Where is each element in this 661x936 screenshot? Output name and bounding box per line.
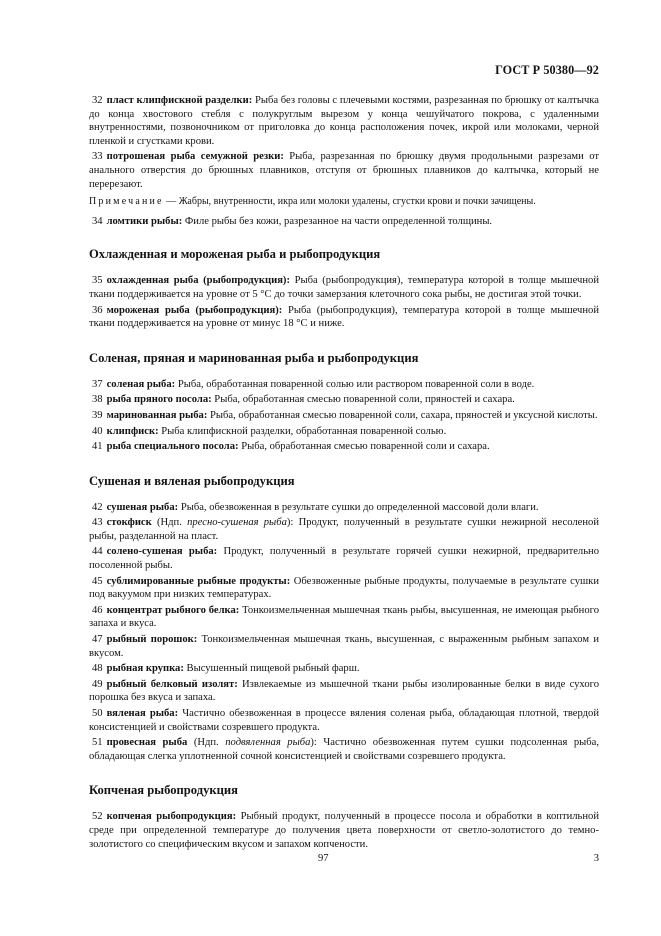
deprecated-term: пресно-сушеная рыба [187,517,287,529]
term-entry-47: 47 рыбный порошок: Тонкоизмельченная мышечная ткань, высушенная, с выраженным рыбным запахом и вкусом. [89,634,599,659]
term-entry-43: 43 стокфиск (Ндп. пресно-сушеная рыба): Продукт, полученный в результате сушки нежирной несоленой рыбы, разделанной на пласт. [89,517,599,542]
term-definition: ): Продукт, полученный в результате сушки нежирной несоленой рыбы, разделанной на пласт. [89,517,599,542]
term-definition: ): Частично обезвоженная путем сушки подсоленная рыба, обладающая слегка уплотненной сочной консистенцией и свойствами созревшего продукта. [89,737,599,762]
term-entry-46: 46 концентрат рыбного белка: Тонкоизмельченная мышечная ткань рыбы, высушенная, не имеющая рыбного запаха и вкуса. [89,604,599,630]
term-label: маринованная рыба: [106,409,208,421]
term-definition: Продукт, полученный в результате горячей сушки нежирной, предварительно посоленной рыбы. [89,546,599,572]
term-entry-49: 49 рыбный белковый изолят: Извлекаемые из мышечной ткани рыбы изолированные белки в виде сухого порошка без вкуса и запаха. [89,678,599,704]
term-definition: Рыба, разрезанная по брюшку двумя продольными разрезами от анального отверстия до брюшных плавников, отступя от брюшных плавников до калтычка, который не перерезают. [89,151,599,190]
term-definition: Обезвоженные рыбные продукты, получаемые в результате сушки под вакуумом при низких температурах. [89,575,599,601]
document-body [89,94,599,853]
term-definition: Рыба, обработанная смесью поваренной соли, сахара, пряностей и уксусной кислоты. [207,409,598,421]
term-label: провесная рыба [106,737,188,749]
deprecated-term: подвяленная рыба [225,737,311,749]
term-label: охлажденная рыба (рыбопродукция): [106,275,290,287]
note [89,195,599,209]
term-label: копченая рыбопродукция: [106,811,237,823]
footer-center-number: 97 [318,853,329,864]
term-definition: Высушенный пищевой рыбный фарш. [183,663,360,675]
term-entry-44: 44 солено-сушеная рыба: Продукт, полученный в результате горячей сушки нежирной, предварительно посоленной рыбы. [89,546,599,572]
term-label: рыбный белковый изолят: [106,678,238,690]
term-definition: Тонкоизмельченная мышечная ткань, высушенная, с выраженным рыбным запахом и вкусом. [89,634,599,659]
term-entry-36: 36 мороженая рыба (рыбопродукция): Рыба (рыбопродукция), температура которой в толще мышечной ткани поддерживается на уровне от минус 18 °С и ниже. [89,304,599,330]
term-label: концентрат рыбного белка: [106,604,240,616]
term-entry-33: 33 потрошеная рыба семужной резки: Рыба, разрезанная по брюшку двумя продольными разрезами от анального отверстия до брюшных плавников, отступя от брюшных плавников до калтычка, который не перерезают. [89,151,599,190]
term-label: мороженая рыба (рыбопродукция): [106,304,283,316]
section-heading-salted-spiced: Соленая, пряная и маринованная рыба и рыбопродукция [89,350,419,365]
document-code-header: ГОСТ Р 50380—92 [495,63,599,77]
term-entry-51: 51 провесная рыба (Ндп. подвяленная рыба): Частично обезвоженная путем сушки подсоленная рыба, обладающая слегка уплотненной сочной консистенцией и свойствами созревшего продукта. [89,737,599,762]
term-definition: Рыба клипфискной разделки, обработанная поваренной солью. [158,425,447,437]
term-label: стокфиск [106,517,152,529]
term-label: солено-сушеная рыба: [106,546,218,558]
section-heading-dried-cured: Сушеная и вяленая рыбопродукция [89,473,295,488]
term-definition: Извлекаемые из мышечной ткани рыбы изолированные белки в виде сухого порошка без вкуса и запаха. [89,678,599,704]
term-entry-40: 40 клипфиск: Рыба клипфискной разделки, обработанная поваренной солью. [92,425,447,437]
note-text: — Жабры, внутренности, икра или молоки удалены, сгустки крови и почки зачищены. [163,196,536,208]
term-label: рыбный порошок: [106,634,198,646]
term-label: пласт клипфискной разделки: [106,95,253,106]
section-heading-chilled-frozen: Охлажденная и мороженая рыба и рыбопродукция [89,247,381,262]
term-label: ломтики рыбы: [106,215,183,227]
term-entry-37: 37 соленая рыба: Рыба, обработанная поваренной солью или раствором поваренной соли в воде. [92,378,535,390]
term-label: вяленая рыба: [106,708,179,719]
note-label: Примечание [89,196,164,208]
term-label: рыба пряного посола: [106,394,212,406]
term-label: сушеная рыба: [106,501,179,513]
term-definition: Частично обезвоженная в процессе вяления соленая рыба, обладающая плотной, твердой консистенцией и свойствами созревшего продукта. [89,708,599,733]
term-entry-48: 48 рыбная крупка: Высушенный пищевой рыбный фарш. [92,663,360,675]
term-entry-39: 39 маринованная рыба: Рыба, обработанная смесью поваренной соли, сахара, пряностей и уксусной кислоты. [92,409,598,421]
term-entry-35: 35 охлажденная рыба (рыбопродукция): Рыба (рыбопродукция), температура которой в толще мышечной ткани поддерживается на уровне от 5 °С до точки замерзания клеточного сока рыбы, не достигая этой точки. [89,275,599,300]
term-label: рыба специального посола: [106,441,239,453]
term-entry-34: 34 ломтики рыбы: Филе рыбы без кожи, разрезанное на части определенной толщины. [92,215,493,227]
term-label: соленая рыба: [106,378,176,390]
term-definition: Рыба без головы с плечевыми костями, разрезанная по брюшку от калтычка до конца хвостового стебля с полукруглым вырезом у конца чешуйчатого покрова, с удаленными внутренностями, позвоночником от приголовка до конца расположения почек, икрой или молоками, черной пленкой и сгустками крови. [89,95,599,147]
term-definition: Рыбный продукт, полученный в процессе посола и обработки в коптильной среде при определенной температуре до получения цвета поверхности от светло-золотистого до темно-золотистого со специфическим вкусом и запахом копчености. [89,811,600,850]
term-entry-41: 41 рыба специального посола: Рыба, обработанная смесью поваренной соли и сахара. [92,441,490,453]
term-definition: Рыба (рыбопродукция), температура которой в толще мышечной ткани поддерживается на уровне от минус 18 °С и ниже. [89,304,599,330]
term-entry-52: 52 копченая рыбопродукция: Рыбный продукт, полученный в процессе посола и обработки в коптильной среде при определенной температуре до получения цвета поверхности от светло-золотистого до темно-золотистого со специфическим вкусом и запахом копчености. [89,811,600,850]
term-definition: Рыба (рыбопродукция), температура которой в толще мышечной ткани поддерживается на уровне от 5 °С до точки замерзания клеточного сока рыбы, не достигая этой точки. [89,275,599,300]
term-label: потрошеная рыба семужной резки: [106,151,284,163]
term-entry-42: 42 сушеная рыба: Рыба, обезвоженная в результате сушки до определенной массовой доли влаги. [92,501,539,513]
section-heading-smoked: Копченая рыбопродукция [89,783,238,798]
term-definition: Рыба, обработанная смесью поваренной соли, пряностей и сахара. [211,394,515,406]
term-definition: Рыба, обработанная смесью поваренной соли и сахара. [238,441,490,453]
term-definition: Тонкоизмельченная мышечная ткань рыбы, высушенная, не имеющая рыбного запаха и вкуса. [89,604,599,630]
term-definition: Рыба, обезвоженная в результате сушки до определенной массовой доли влаги. [178,501,539,513]
term-definition: Филе рыбы без кожи, разрезанное на части определенной толщины. [182,215,493,227]
term-label: рыбная крупка: [106,663,184,675]
page-number: 3 [593,853,599,864]
term-entry-50: 50 вяленая рыба: Частично обезвоженная в процессе вяления соленая рыба, обладающая плотной, твердой консистенцией и свойствами созревшего продукта. [89,708,599,733]
term-entry-45: 45 сублимированные рыбные продукты: Обезвоженные рыбные продукты, получаемые в результате сушки под вакуумом при низких температурах. [89,575,599,601]
term-label: сублимированные рыбные продукты: [106,575,291,587]
term-label: клипфиск: [106,425,159,437]
term-entry-32: 32 пласт клипфискной разделки: Рыба без головы с плечевыми костями, разрезанная по брюшку от калтычка до конца хвостового стебля с полукруглым вырезом у конца чешуйчатого покрова, с удаленными внутренностями, позвоночником от приголовка до конца расположения почек, икрой или молоками, черной пленкой и сгустками крови. [89,95,599,147]
term-entry-38: 38 рыба пряного посола: Рыба, обработанная смесью поваренной соли, пряностей и сахара. [92,394,515,406]
term-definition: Рыба, обработанная поваренной солью или раствором поваренной соли в воде. [175,378,535,390]
